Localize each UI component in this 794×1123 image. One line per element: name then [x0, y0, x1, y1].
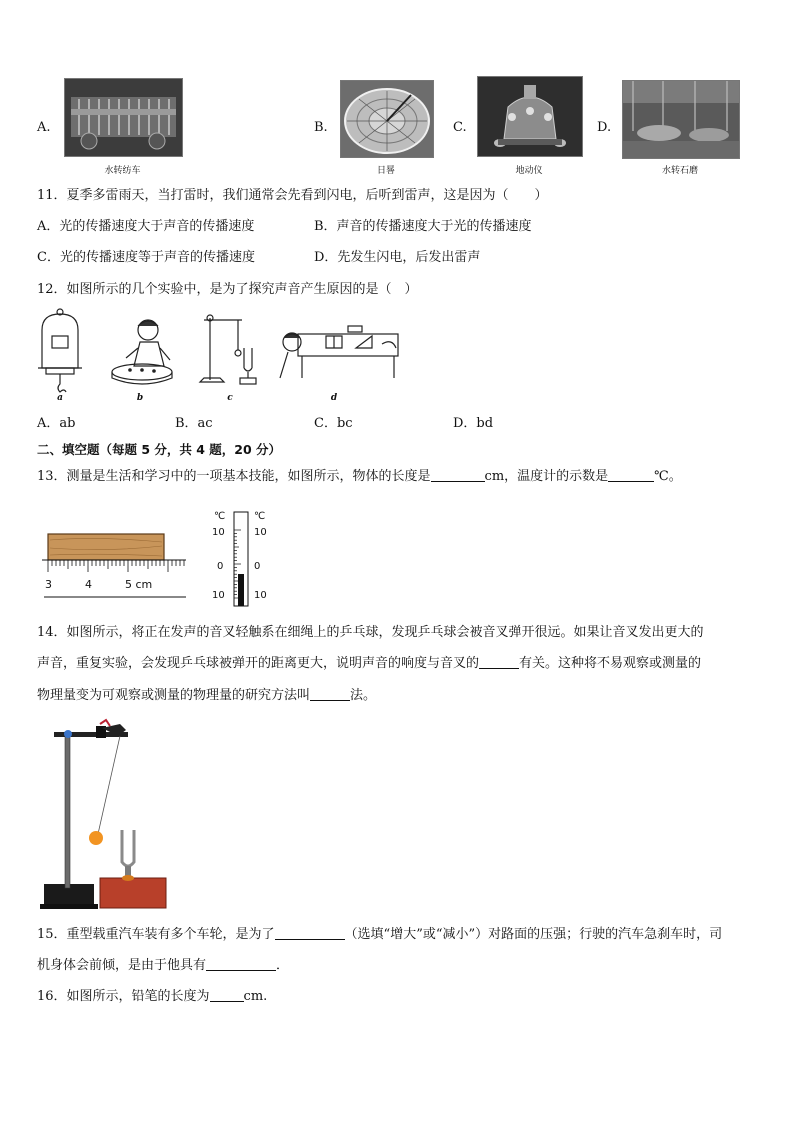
thermo-right-10-bottom: 10: [254, 590, 267, 601]
water-spinning-wheel-photo: [65, 79, 182, 156]
q13-thermometer-figure: [210, 508, 272, 608]
q15-blank-2[interactable]: [206, 958, 276, 971]
q14-line3-a: 物理量变为可观察或测量的物理量的研究方法叫: [37, 688, 311, 703]
q10-option-d-letter: D.: [597, 120, 612, 135]
q10-option-a-caption: 水转纺车: [104, 166, 141, 176]
q15-line2: [37, 958, 289, 974]
thermo-right-0: 0: [254, 561, 261, 572]
q12-experiments-figure: [30, 308, 410, 408]
ruler-label-3: 3: [45, 578, 52, 591]
q15-line2-b: ．: [276, 958, 290, 973]
q10-option-c-letter: C.: [453, 120, 467, 135]
q10-option-c-caption: 地动仪: [515, 166, 543, 176]
q13-temperature-blank[interactable]: [608, 469, 654, 482]
q13-length-blank[interactable]: [431, 469, 485, 482]
q14-line2-b: 有关。这种将不易观察或测量的: [519, 656, 702, 671]
q10-option-d-caption: 水转石磨: [661, 166, 698, 176]
thermo-left-10-bottom: 10: [212, 590, 225, 601]
q14-blank-2[interactable]: [310, 688, 350, 701]
thermometer-mercury: [238, 574, 244, 606]
q12-label-a: a: [57, 393, 63, 403]
q12-label-d: d: [330, 393, 338, 403]
thermo-left-10-top: 10: [212, 527, 225, 538]
thermo-unit-left: ℃: [214, 511, 226, 522]
string: [98, 736, 120, 834]
q10-option-b-image: [340, 80, 434, 158]
q14-line3-b: 法。: [350, 688, 377, 703]
q10-option-b-caption: 日晷: [376, 166, 395, 176]
q16-text-a: 16．如图所示，铅笔的长度为: [37, 989, 210, 1004]
q14-tuning-fork-figure: [40, 718, 172, 914]
q14-blank-1[interactable]: [479, 656, 519, 669]
thermo-right-10-top: 10: [254, 527, 267, 538]
q14-line2-a: 声音，重复实验，会发现乒乓球被弹开的距离更大，说明声音的响度与音叉的: [37, 656, 480, 671]
q16-blank[interactable]: [210, 989, 244, 1002]
q15-line2-a: 机身体会前倾，是由于他具有: [37, 958, 207, 973]
q15-line1-b: （选填“增大”或“减小”）对路面的压强；行驶的汽车急刹车时，司: [344, 927, 723, 942]
q14-line2: [37, 656, 701, 672]
q11-option-c: C．光的传播速度等于声音的传播速度: [37, 250, 255, 265]
q16-line: [37, 989, 267, 1005]
table-listening-experiment: [280, 326, 398, 378]
tuning-fork-pendulum-experiment: [200, 315, 256, 384]
q12-label-c: c: [227, 393, 233, 403]
sundial-photo: [341, 81, 433, 157]
ruler-ticks: [48, 560, 184, 572]
drum-experiment: [112, 320, 172, 384]
ruler-label-4: 4: [85, 578, 92, 591]
q11-option-a: A．光的传播速度大于声音的传播速度: [37, 219, 255, 234]
q13-text: [37, 469, 682, 485]
q13-ruler-figure: [38, 528, 190, 600]
q12-option-b: B．ac: [175, 416, 213, 431]
q12-label-b: b: [136, 393, 144, 403]
ruler-label-5cm: 5 cm: [125, 578, 153, 591]
q12-option-c: C．bc: [314, 416, 353, 431]
q14-line1: 14．如图所示，将正在发声的音叉轻触系在细绳上的乒乓球，发现乒乓球会被音叉弹开很远。如果让音叉发出更大的: [37, 625, 704, 640]
bell-jar-experiment: [38, 309, 82, 392]
q12-stem: 12．如图所示的几个实验中，是为了探究声音产生原因的是（ ）: [37, 282, 418, 297]
q12-figure-labels: [57, 393, 338, 403]
q13-text-b: cm，温度计的示数是: [484, 469, 609, 484]
stand-pole: [65, 732, 70, 888]
water-millstone-photo: [623, 81, 739, 158]
seismograph-photo: [478, 77, 582, 156]
resonance-box: [100, 878, 166, 908]
section-title: 二、填空题（每题 5 分，共 4 题，20 分）: [37, 442, 282, 457]
q12-option-a: A．ab: [37, 416, 76, 431]
q10-option-b-letter: B.: [314, 120, 328, 135]
thermo-left-0: 0: [217, 561, 224, 572]
q10-option-c-image: [477, 76, 583, 157]
ping-pong-ball-icon: [89, 831, 103, 845]
thermo-unit-right: ℃: [254, 511, 266, 522]
q10-option-a-image: [64, 78, 183, 157]
q13-text-a: 13．测量是生活和学习中的一项基本技能，如图所示，物体的长度是: [37, 469, 431, 484]
q15-blank-1[interactable]: [275, 927, 345, 940]
q10-option-d-image: [622, 80, 740, 159]
q12-option-d: D．bd: [453, 416, 494, 431]
q13-text-c: ℃。: [654, 469, 682, 484]
q11-stem: 11．夏季多雷雨天，当打雷时，我们通常会先看到闪电，后听到雷声，这是因为（ ）: [37, 188, 548, 203]
q11-option-b: B．声音的传播速度大于光的传播速度: [314, 219, 532, 234]
q14-line3: [37, 688, 376, 704]
q11-option-d: D．先发生闪电，后发出雷声: [314, 250, 481, 265]
tuning-fork-icon: [122, 830, 134, 866]
q10-option-a-letter: A.: [37, 120, 51, 135]
q15-line1: [37, 927, 722, 943]
q15-line1-a: 15．重型载重汽车装有多个车轮，是为了: [37, 927, 275, 942]
q16-text-b: cm.: [243, 989, 268, 1004]
